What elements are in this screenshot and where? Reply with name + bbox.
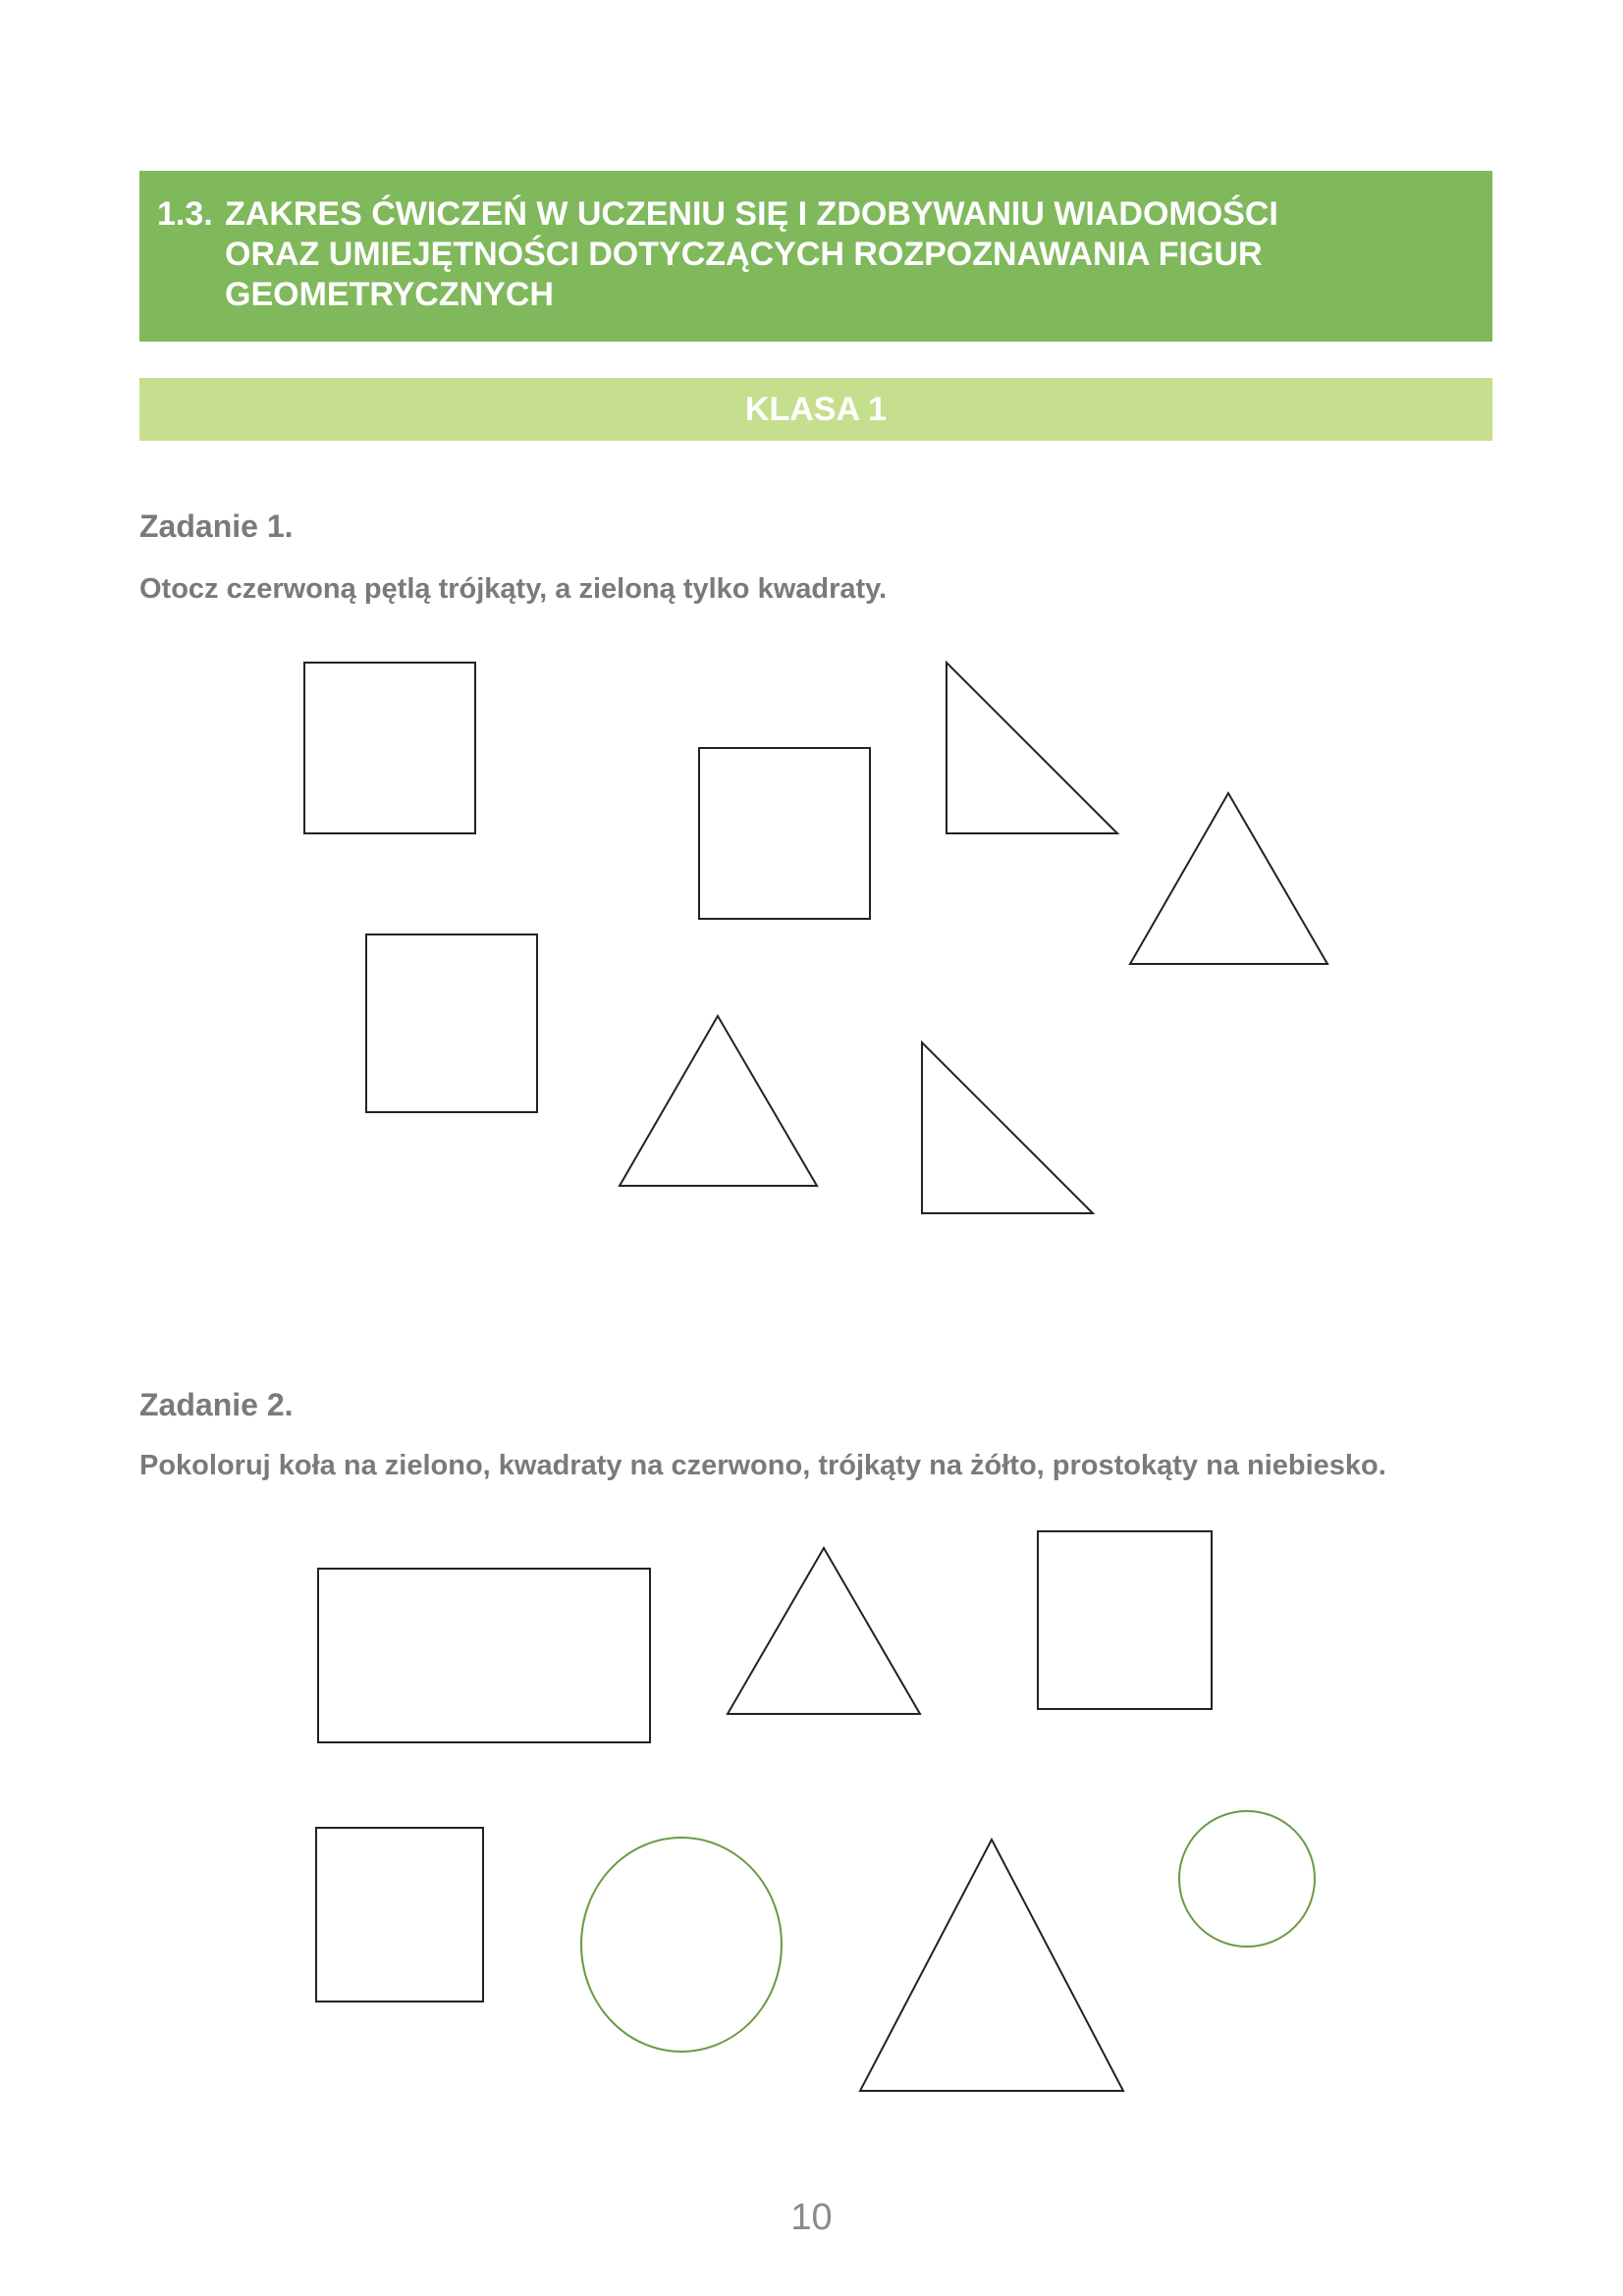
section-title: ZAKRES ĆWICZEŃ W UCZENIU SIĘ I ZDOBYWANIU WIADOMOŚCI ORAZ UMIEJĘTNOŚCI DOTYCZĄCYCH ROZPOZNAWANIA FIGUR GEOMETRYCZNYCH (225, 195, 1278, 313)
task-2-triangle-2 (860, 1840, 1123, 2091)
task-1-instruction: Otocz czerwoną pętlą trójkąty, a zieloną tylko kwadraty. (139, 573, 888, 605)
task-2-label: Zadanie 2. (139, 1387, 294, 1422)
task-2-triangle-1 (728, 1548, 920, 1714)
page-number: 10 (790, 2197, 833, 2238)
task-1-triangle-1 (1130, 793, 1327, 964)
task-1-label: Zadanie 1. (139, 508, 294, 544)
class-label: KLASA 1 (139, 378, 1492, 441)
task-1-right-triangle-2 (922, 1042, 1093, 1213)
task-1-square-1 (304, 663, 475, 833)
task-2-rectangle (318, 1569, 650, 1742)
task-1-right-triangle-1 (947, 663, 1117, 833)
section-number: 1.3. (157, 195, 213, 233)
task-2-circle-2 (1179, 1811, 1315, 1947)
task-1-triangle-2 (620, 1016, 817, 1186)
task-2-circle-1 (581, 1838, 782, 2052)
task-1-square-3 (366, 934, 537, 1112)
task-1-square-2 (699, 748, 870, 919)
task-2-square-1 (1038, 1531, 1212, 1709)
task-2-square-2 (316, 1828, 483, 2002)
task-2-instruction: Pokoloruj koła na zielono, kwadraty na czerwono, trójkąty na żółto, prostokąty na niebiesko. (139, 1450, 1386, 1481)
